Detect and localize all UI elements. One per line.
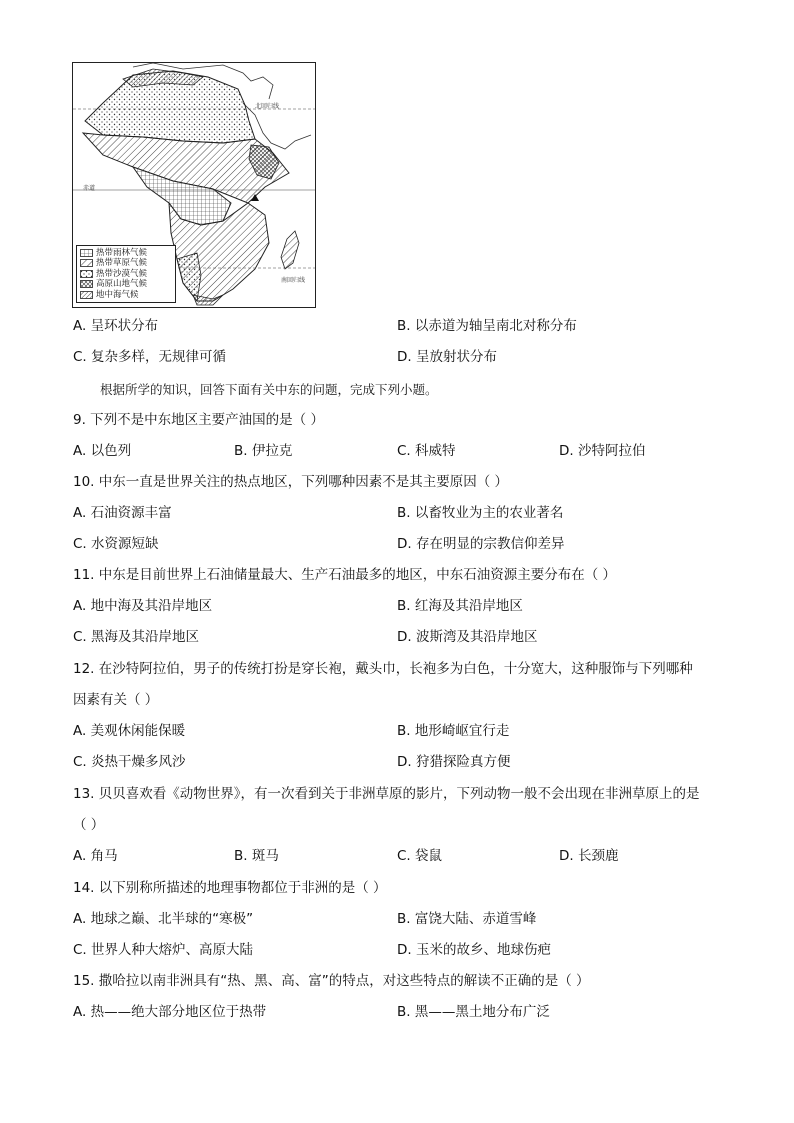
question-13-stem: 13. 贝贝喜欢看《动物世界》，有一次看到关于非洲草原的影片，下列动物一般不会出现在非洲草原上的是 [73, 786, 700, 802]
q14-option-a[interactable]: A. 地球之巅、北半球的“寒极” [73, 911, 254, 927]
legend-label: 地中海气候 [96, 289, 139, 300]
q10-option-a[interactable]: A. 石油资源丰富 [73, 505, 172, 521]
q14-option-b[interactable]: B. 富饶大陆、赤道雪峰 [397, 911, 537, 927]
q9-option-b[interactable]: B. 伊拉克 [234, 443, 293, 459]
q10-option-b[interactable]: B. 以畜牧业为主的农业著名 [397, 505, 564, 521]
legend-item-savanna [80, 258, 172, 269]
crosshatch-icon [80, 280, 93, 288]
q10-option-c[interactable]: C. 水资源短缺 [73, 536, 159, 552]
question-9-stem: 9. 下列不是中东地区主要产油国的是（ ） [73, 412, 324, 428]
grid-pattern-icon [80, 249, 93, 257]
question-13-stem-cont: （ ） [73, 817, 105, 833]
legend-label: 热带沙漠气候 [96, 268, 148, 279]
question-14-stem: 14. 以下别称所描述的地理事物都位于非洲的是（ ） [73, 880, 387, 896]
q8-option-a[interactable]: A. 呈环状分布 [73, 318, 159, 334]
legend-label: 热带草原气候 [96, 258, 148, 268]
q8-option-b[interactable]: B. 以赤道为轴呈南北对称分布 [397, 318, 577, 334]
dense-hatch-icon [80, 291, 93, 299]
q13-option-c[interactable]: C. 袋鼠 [397, 848, 443, 864]
q8-option-d[interactable]: D. 呈放射状分布 [397, 349, 497, 365]
q10-option-d[interactable]: D. 存在明显的宗教信仰差异 [397, 536, 565, 552]
q11-option-b[interactable]: B. 红海及其沿岸地区 [397, 598, 523, 614]
tropic-of-capricorn-label: 南回归线 [281, 277, 306, 284]
q12-option-a[interactable]: A. 美观休闲能保暖 [73, 723, 186, 739]
equator-label: 赤道 [83, 185, 96, 192]
legend-item-desert [80, 269, 172, 280]
q12-option-c[interactable]: C. 炎热干燥多风沙 [73, 754, 186, 770]
q12-option-b[interactable]: B. 地形崎岖宜行走 [397, 723, 510, 739]
q12-option-d[interactable]: D. 狩猎探险真方便 [397, 754, 511, 770]
q13-option-b[interactable]: B. 斑马 [234, 848, 279, 864]
question-10-stem: 10. 中东一直是世界关注的热点地区，下列哪种因素不是其主要原因（ ） [73, 474, 509, 490]
diagonal-hatch-icon [80, 259, 93, 267]
dot-pattern-icon [80, 270, 93, 278]
legend-item-mediterranean [80, 290, 172, 301]
q9-option-d[interactable]: D. 沙特阿拉伯 [559, 443, 646, 459]
q9-option-a[interactable]: A. 以色列 [73, 443, 132, 459]
question-15-stem: 15. 撒哈拉以南非洲具有“热、黑、高、富”的特点，对这些特点的解读不正确的是（ ） [73, 973, 590, 989]
map-legend [76, 245, 176, 304]
q8-option-c[interactable]: C. 复杂多样，无规律可循 [73, 349, 227, 365]
legend-item-rainforest [80, 248, 172, 259]
q9-option-c[interactable]: C. 科威特 [397, 443, 456, 459]
q11-option-a[interactable]: A. 地中海及其沿岸地区 [73, 598, 213, 614]
legend-item-highland [80, 279, 172, 290]
q13-option-a[interactable]: A. 角马 [73, 848, 118, 864]
q15-option-a[interactable]: A. 热——绝大部分地区位于热带 [73, 1004, 267, 1020]
q14-option-d[interactable]: D. 玉米的故乡、地球伤疤 [397, 942, 551, 958]
legend-label: 高原山地气候 [96, 279, 148, 289]
q15-option-b[interactable]: B. 黑——黑土地分布广泛 [397, 1004, 550, 1020]
africa-climate-map [72, 62, 316, 308]
q14-option-c[interactable]: C. 世界人种大熔炉、高原大陆 [73, 942, 254, 958]
q13-option-d[interactable]: D. 长颈鹿 [559, 848, 619, 864]
q11-option-d[interactable]: D. 波斯湾及其沿岸地区 [397, 629, 538, 645]
section-instruction: 根据所学的知识，回答下面有关中东的问题，完成下列小题。 [100, 382, 438, 397]
tropic-of-cancer-label: 北回归线 [255, 103, 280, 110]
question-11-stem: 11. 中东是目前世界上石油储量最大、生产石油最多的地区，中东石油资源主要分布在（ ） [73, 567, 617, 583]
question-12-stem: 12. 在沙特阿拉伯，男子的传统打扮是穿长袍，戴头巾，长袍多为白色，十分宽大，这种服饰与下列哪种 [73, 661, 693, 677]
q11-option-c[interactable]: C. 黑海及其沿岸地区 [73, 629, 200, 645]
question-12-stem-cont: 因素有关（ ） [73, 692, 159, 708]
legend-label: 热带雨林气候 [96, 247, 148, 258]
